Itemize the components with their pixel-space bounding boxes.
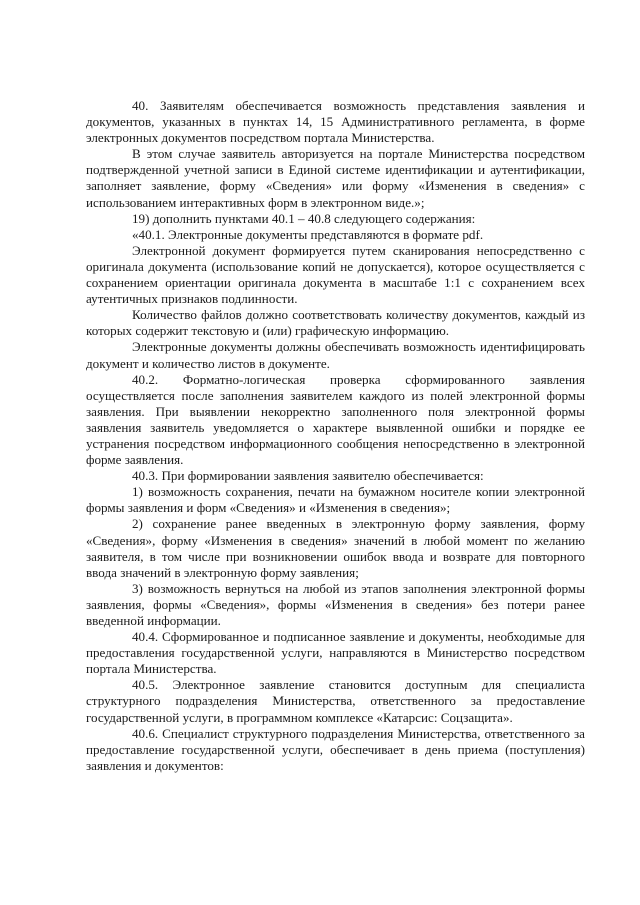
paragraph-authorization: В этом случае заявитель авторизуется на портале Министерства посредством подтвержденной учетной записи в Единой системе идентификации и аутентификации, заполняет заявление, форму «Сведения» или форму «Изменения в сведения» с использованием интерактивных форм в электронном виде.»; [86,146,585,210]
paragraph-40-6: 40.6. Специалист структурного подразделения Министерства, ответственного за предоставление государственной услуги, обеспечивает в день приема (поступления) заявления и документов: [86,725,585,773]
paragraph-40-1: «40.1. Электронные документы представляются в формате pdf. [132,226,484,242]
document-body [86,98,585,774]
paragraph-item-19: 19) дополнить пунктами 40.1 – 40.8 следующего содержания: [132,210,476,226]
paragraph-file-count: Количество файлов должно соответствовать количеству документов, каждый из которых содержит текстовую и (или) графическую информацию. [86,307,585,339]
paragraph-identification: Электронные документы должны обеспечивать возможность идентифицировать документ и количество листов в документе. [86,339,585,371]
paragraph-40-2: 40.2. Форматно-логическая проверка сформированного заявления осуществляется после заполнения заявителем каждого из полей электронной формы заявления. При выявлении некорректно заполненного поля электронной формы заявления заявитель уведомляется о характере выявленной ошибки и порядке ее устранения посредством информационного сообщения непосредственно в электронной форме заявления. [86,371,585,468]
paragraph-40-3-item-3: 3) возможность вернуться на любой из этапов заполнения электронной формы заявления, формы «Сведения», формы «Изменения в сведения» без потери ранее введенной информации. [86,580,585,628]
paragraph-40-3-item-1: 1) возможность сохранения, печати на бумажном носителе копии электронной формы заявления и форм «Сведения» и «Изменения в сведения»; [86,484,585,516]
paragraph-40: 40. Заявителям обеспечивается возможность представления заявления и документов, указанных в пунктах 14, 15 Административного регламента, в форме электронных документов посредством портала Министерства. [86,98,585,146]
paragraph-40-4: 40.4. Сформированное и подписанное заявление и документы, необходимые для предоставления государственной услуги, направляются в Министерство посредством портала Министерства. [86,629,585,677]
paragraph-40-5: 40.5. Электронное заявление становится доступным для специалиста структурного подразделения Министерства, ответственного за предоставление государственной услуги, в программном комплексе «Катарсис: Соцзащита». [86,677,585,725]
paragraph-40-3: 40.3. При формировании заявления заявителю обеспечивается: [132,468,484,484]
paragraph-40-3-item-2: 2) сохранение ранее введенных в электронную форму заявления, форму «Сведения», форму «Изменения в сведения» значений в любой момент по желанию заявителя, в том числе при возникновении ошибок ввода и возврате для повторного ввода значений в электронную форму заявления; [86,516,585,580]
paragraph-scanning: Электронной документ формируется путем сканирования непосредственно с оригинала документа (использование копий не допускается), которое осуществляется с сохранением ориентации оригинала документа в масштабе 1:1 с сохранением всех аутентичных признаков подлинности. [86,242,585,307]
